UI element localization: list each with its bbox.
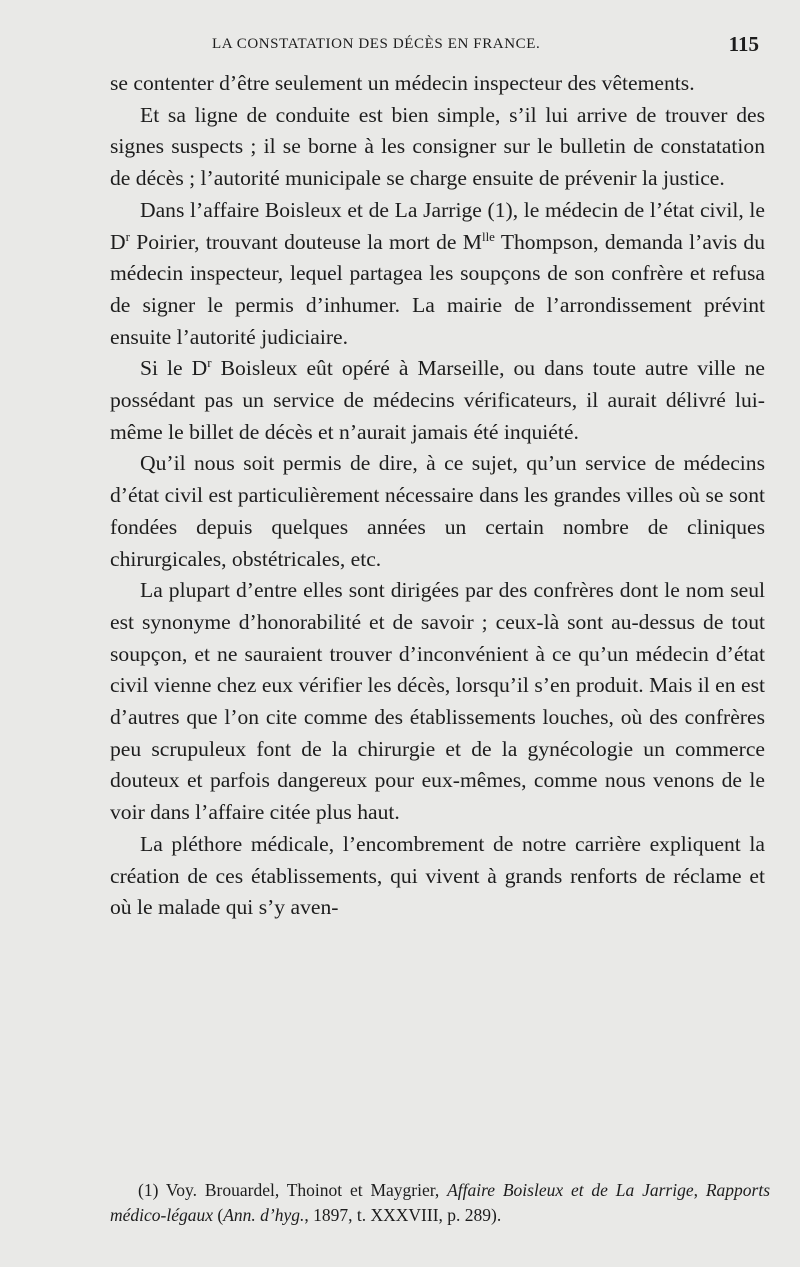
footnote-source: Rapports médico-légaux (110, 1180, 771, 1225)
body-text (110, 68, 765, 924)
superscript: lle (481, 228, 495, 244)
paragraph-text: Poirier, trouvant douteuse la mort de M (129, 229, 482, 254)
footnote (110, 1178, 770, 1228)
page-number: 115 (728, 32, 759, 56)
paragraph-text: Si le D (140, 356, 208, 381)
paragraph: La pléthore médicale, l’encombrement de notre carrière expliquent la création de ces établissements, qui vivent à grands renforts de réclame et où le malade qui s’y aven- (110, 831, 765, 920)
superscript: r (125, 228, 130, 244)
footnote-text: , (693, 1180, 706, 1200)
paragraph-text: Dans l’affaire Boisleux et de La Jarrige (1), le médecin de l’état civil, le D (110, 197, 765, 254)
paragraph-continued: se contenter d’être seulement un médecin inspecteur des vêtements. (110, 71, 695, 95)
paragraph-text: Thompson, demanda l’avis du médecin inspecteur, lequel partagea les soupçons de son confrère et refusa de signer le permis d’inhumer. La mairie de l’arrondissement prévint ensuite l’autorité judiciaire. (110, 229, 765, 349)
running-title: LA CONSTATATION DES DÉCÈS EN FRANCE. (212, 36, 541, 52)
footnote-text: , 1897, t. XXXVIII, p. 289). (304, 1205, 502, 1225)
paragraph: Et sa ligne de conduite est bien simple, s’il lui arrive de trouver des signes suspects ; il se borne à les consigner sur le bulletin de constatation de décès ; l’autorité municipale se charge ensuite de prévenir la justice. (110, 102, 765, 191)
paragraph: Qu’il nous soit permis de dire, à ce sujet, qu’un service de médecins d’état civil est particulièrement nécessaire dans les grandes villes où se sont fondées depuis quelques années un certain nombre de cliniques chirurgicales, obstétricales, etc. (110, 451, 765, 571)
paragraph: La plupart d’entre elles sont dirigées par des confrères dont le nom seul est synonyme d’honorabilité et de savoir ; ceux-là sont au-dessus de tout soupçon, et ne sauraient trouver d’inconvénient à ce qu’un médecin d’état civil vienne chez eux vérifier les décès, lorsqu’il s’en produit. Mais il en est d’autres que l’on cite comme des établissements louches, où des confrères peu scrupuleux font de la chirurgie et de la gynécologie un commerce douteux et parfois dangereux pour eux-mêmes, comme nous venons de le voir dans l’affaire citée plus haut. (110, 578, 765, 825)
page-header (110, 34, 765, 58)
footnote-text: ( (213, 1205, 224, 1225)
paragraph-text: Boisleux eût opéré à Marseille, ou dans toute autre ville ne possédant pas un service de médecins vérificateurs, il aurait délivré lui-même le billet de décès et n’aurait jamais été inquiété. (110, 356, 766, 444)
paragraph (110, 353, 765, 448)
superscript: r (207, 355, 212, 371)
footnote-journal: Ann. d’hyg. (223, 1205, 305, 1225)
footnote-title: Affaire Boisleux et de La Jarrige (447, 1180, 694, 1200)
footnote-text: (1) Voy. Brouardel, Thoinot et Maygrier, (138, 1180, 448, 1200)
paragraph (110, 195, 765, 354)
